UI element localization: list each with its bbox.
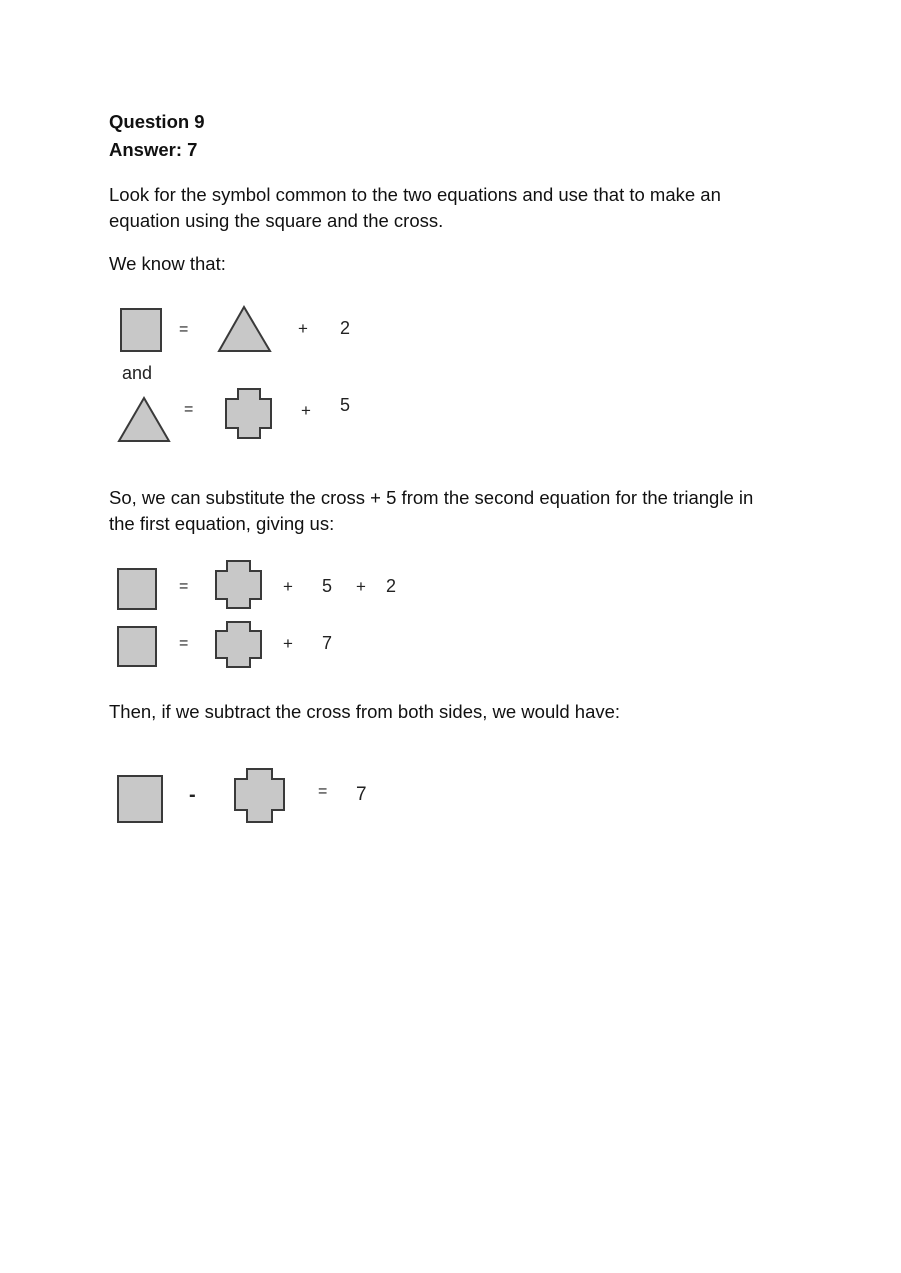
plus-sign: + [301,401,311,420]
substitute-line-1: So, we can substitute the cross + 5 from the second equation for the triangle in [109,487,754,508]
triangle-shape [119,398,169,441]
equals-sign: = [184,401,194,418]
triangle-shape [219,307,270,351]
number-2: 2 [386,576,397,596]
square-shape [118,776,162,822]
answer-heading: Answer: 7 [109,139,198,160]
cross-shape [216,622,261,667]
square-shape [118,569,156,609]
equals-sign: = [179,578,189,595]
substitute-line-2: the first equation, giving us: [109,513,335,534]
equals-sign: = [318,783,328,800]
cross-shape [216,561,261,608]
plus-sign: + [356,577,366,596]
equals-sign: = [179,321,189,338]
we-know-text: We know that: [109,253,226,274]
equation-figure-3 [109,760,389,840]
equation-figure-1 [109,300,409,450]
plus-sign: + [298,319,308,338]
intro-line-1: Look for the symbol common to the two equations and use that to make an [109,184,721,205]
cross-shape [235,769,284,822]
number-5: 5 [340,395,351,415]
number-7: 7 [356,784,367,805]
square-shape [121,309,161,351]
and-connector: and [122,363,153,383]
cross-shape [226,389,271,438]
number-7: 7 [322,633,333,653]
square-shape [118,627,156,666]
equation-figure-2 [109,556,429,676]
minus-sign: - [189,784,196,806]
plus-sign: + [283,577,293,596]
subtract-line: Then, if we subtract the cross from both sides, we would have: [109,701,621,722]
number-5: 5 [322,576,333,596]
equals-sign: = [179,635,189,652]
question-heading: Question 9 [109,111,205,132]
plus-sign: + [283,634,293,653]
intro-line-2: equation using the square and the cross. [109,210,444,231]
number-2: 2 [340,318,351,338]
